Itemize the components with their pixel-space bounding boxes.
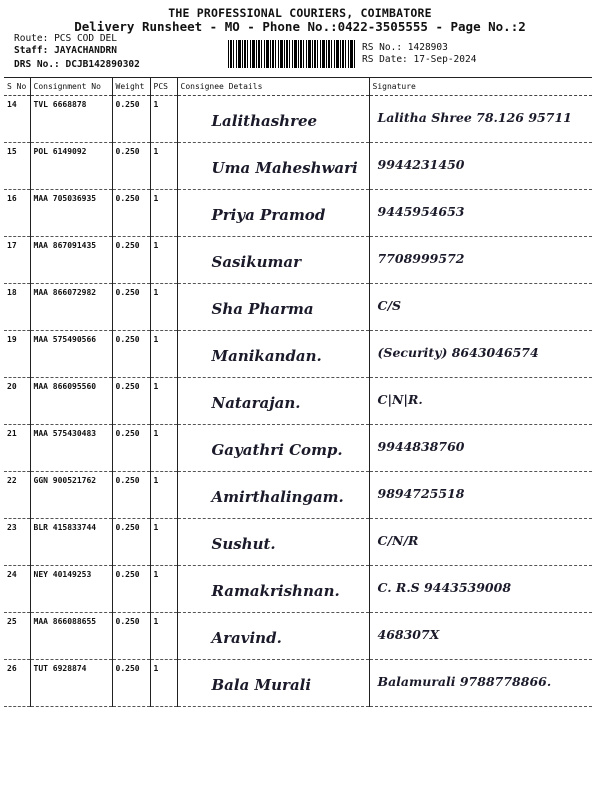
rs-date-label: RS Date: <box>362 54 408 65</box>
row-signature-cell <box>369 284 592 331</box>
row-weight: 0.250 <box>112 613 150 660</box>
row-consignment-no: MAA 575430483 <box>30 425 112 472</box>
row-consignment-no: POL 6149092 <box>30 143 112 190</box>
row-consignee-cell <box>177 660 369 707</box>
row-pcs: 1 <box>150 331 177 378</box>
row-weight: 0.250 <box>112 472 150 519</box>
row-signature: C/S <box>377 298 402 313</box>
row-sno: 15 <box>4 143 30 190</box>
col-signature: Signature <box>369 78 592 96</box>
row-signature-cell <box>369 425 592 472</box>
row-consignment-no: MAA 866095560 <box>30 378 112 425</box>
row-signature: 9445954653 <box>377 204 465 219</box>
row-pcs: 1 <box>150 190 177 237</box>
route-value: PCS COD DEL <box>54 33 117 44</box>
row-consignee: Bala Murali <box>211 676 312 694</box>
row-pcs: 1 <box>150 566 177 613</box>
rs-no-line <box>362 42 448 53</box>
row-sno: 23 <box>4 519 30 566</box>
delivery-table <box>4 77 592 707</box>
staff-line <box>14 45 117 56</box>
row-pcs: 1 <box>150 237 177 284</box>
row-consignee-cell <box>177 190 369 237</box>
table-row <box>4 96 592 143</box>
table-row <box>4 190 592 237</box>
row-signature: (Security) 8643046574 <box>377 345 539 360</box>
row-sno: 17 <box>4 237 30 284</box>
row-pcs: 1 <box>150 378 177 425</box>
row-consignee-cell <box>177 378 369 425</box>
row-signature-cell <box>369 190 592 237</box>
row-consignee-cell <box>177 519 369 566</box>
table-row <box>4 284 592 331</box>
row-weight: 0.250 <box>112 566 150 613</box>
row-sno: 24 <box>4 566 30 613</box>
row-weight: 0.250 <box>112 143 150 190</box>
drs-label: DRS No.: <box>14 59 60 70</box>
route-line <box>14 33 117 44</box>
row-pcs: 1 <box>150 284 177 331</box>
row-sno: 18 <box>4 284 30 331</box>
row-pcs: 1 <box>150 96 177 143</box>
row-weight: 0.250 <box>112 284 150 331</box>
row-consignment-no: TUT 6928874 <box>30 660 112 707</box>
route-label: Route: <box>14 33 49 44</box>
row-consignment-no: BLR 415833744 <box>30 519 112 566</box>
row-consignee-cell <box>177 96 369 143</box>
row-weight: 0.250 <box>112 331 150 378</box>
row-sno: 25 <box>4 613 30 660</box>
row-consignee-cell <box>177 284 369 331</box>
table-row <box>4 613 592 660</box>
rs-no-value: 1428903 <box>407 42 448 53</box>
row-signature-cell <box>369 472 592 519</box>
table-row <box>4 472 592 519</box>
row-pcs: 1 <box>150 519 177 566</box>
row-signature-cell <box>369 237 592 284</box>
row-consignee: Sushut. <box>211 535 276 553</box>
row-signature-cell <box>369 331 592 378</box>
row-weight: 0.250 <box>112 519 150 566</box>
row-signature: 9894725518 <box>377 486 465 501</box>
row-signature-cell <box>369 613 592 660</box>
rs-date-line <box>362 54 476 65</box>
row-signature-cell <box>369 660 592 707</box>
table-row <box>4 331 592 378</box>
row-weight: 0.250 <box>112 190 150 237</box>
row-consignment-no: NEY 40149253 <box>30 566 112 613</box>
staff-value: JAYACHANDRN <box>54 45 117 56</box>
row-signature-cell <box>369 143 592 190</box>
row-consignment-no: MAA 866072982 <box>30 284 112 331</box>
row-signature: 468307X <box>377 627 440 642</box>
row-signature: C/N/R <box>377 533 419 548</box>
table-row <box>4 378 592 425</box>
row-pcs: 1 <box>150 613 177 660</box>
drs-line <box>14 59 140 70</box>
row-consignee: Amirthalingam. <box>211 488 344 506</box>
rs-no-label: RS No.: <box>362 42 403 53</box>
col-consignment: Consignment No <box>30 78 112 96</box>
row-signature: 7708999572 <box>377 251 465 266</box>
row-consignee: Uma Maheshwari <box>211 159 358 177</box>
row-consignee-cell <box>177 331 369 378</box>
company-title: THE PROFESSIONAL COURIERS, COIMBATORE <box>168 6 432 20</box>
row-consignee: Gayathri Comp. <box>211 441 343 459</box>
row-pcs: 1 <box>150 143 177 190</box>
row-consignee: Lalithashree <box>211 112 318 130</box>
row-sno: 22 <box>4 472 30 519</box>
staff-label: Staff: <box>14 45 49 56</box>
row-signature: Lalitha Shree 78.126 95711 <box>377 110 572 125</box>
col-sno: S No <box>4 78 30 96</box>
row-pcs: 1 <box>150 472 177 519</box>
row-signature-cell <box>369 378 592 425</box>
row-consignment-no: MAA 705036935 <box>30 190 112 237</box>
row-sno: 19 <box>4 331 30 378</box>
row-signature-cell <box>369 566 592 613</box>
table-header-row <box>4 78 592 96</box>
table-row <box>4 425 592 472</box>
row-pcs: 1 <box>150 660 177 707</box>
drs-value: DCJB142890302 <box>65 59 140 70</box>
row-weight: 0.250 <box>112 237 150 284</box>
barcode <box>228 40 356 68</box>
row-consignment-no: MAA 575490566 <box>30 331 112 378</box>
table-body <box>4 96 592 707</box>
row-signature: 9944838760 <box>377 439 465 454</box>
row-sno: 14 <box>4 96 30 143</box>
row-weight: 0.250 <box>112 660 150 707</box>
row-consignee-cell <box>177 237 369 284</box>
row-signature: C|N|R. <box>377 392 423 407</box>
row-sno: 26 <box>4 660 30 707</box>
row-consignment-no: MAA 866088655 <box>30 613 112 660</box>
row-signature-cell <box>369 519 592 566</box>
row-consignee: Natarajan. <box>211 394 301 412</box>
row-weight: 0.250 <box>112 96 150 143</box>
runsheet-title: Delivery Runsheet - MO - Phone No.:0422-3505555 - Page No.:2 <box>74 19 526 34</box>
table-row <box>4 660 592 707</box>
col-pcs: PCS <box>150 78 177 96</box>
row-sno: 16 <box>4 190 30 237</box>
row-consignee: Priya Pramod <box>211 206 326 224</box>
row-signature: C. R.S 9443539008 <box>377 580 512 595</box>
row-consignee-cell <box>177 613 369 660</box>
table-row <box>4 237 592 284</box>
row-consignee-cell <box>177 566 369 613</box>
row-pcs: 1 <box>150 425 177 472</box>
table-row <box>4 566 592 613</box>
row-signature: Balamurali 9788778866. <box>377 674 552 689</box>
row-consignee: Ramakrishnan. <box>211 582 340 600</box>
row-consignment-no: MAA 867091435 <box>30 237 112 284</box>
table-row <box>4 143 592 190</box>
row-consignment-no: TVL 6668878 <box>30 96 112 143</box>
row-signature: 9944231450 <box>377 157 465 172</box>
row-consignment-no: GGN 900521762 <box>30 472 112 519</box>
row-signature-cell <box>369 96 592 143</box>
table-row <box>4 519 592 566</box>
col-consignee: Consignee Details <box>177 78 369 96</box>
col-weight: Weight <box>112 78 150 96</box>
row-consignee: Manikandan. <box>211 347 322 365</box>
row-weight: 0.250 <box>112 425 150 472</box>
row-consignee-cell <box>177 472 369 519</box>
rs-date-value: 17-Sep-2024 <box>413 54 477 65</box>
row-consignee-cell <box>177 425 369 472</box>
row-consignee: Sha Pharma <box>211 300 314 318</box>
row-sno: 21 <box>4 425 30 472</box>
row-consignee: Sasikumar <box>211 253 301 271</box>
row-sno: 20 <box>4 378 30 425</box>
row-consignee-cell <box>177 143 369 190</box>
row-weight: 0.250 <box>112 378 150 425</box>
row-consignee: Aravind. <box>211 629 282 647</box>
